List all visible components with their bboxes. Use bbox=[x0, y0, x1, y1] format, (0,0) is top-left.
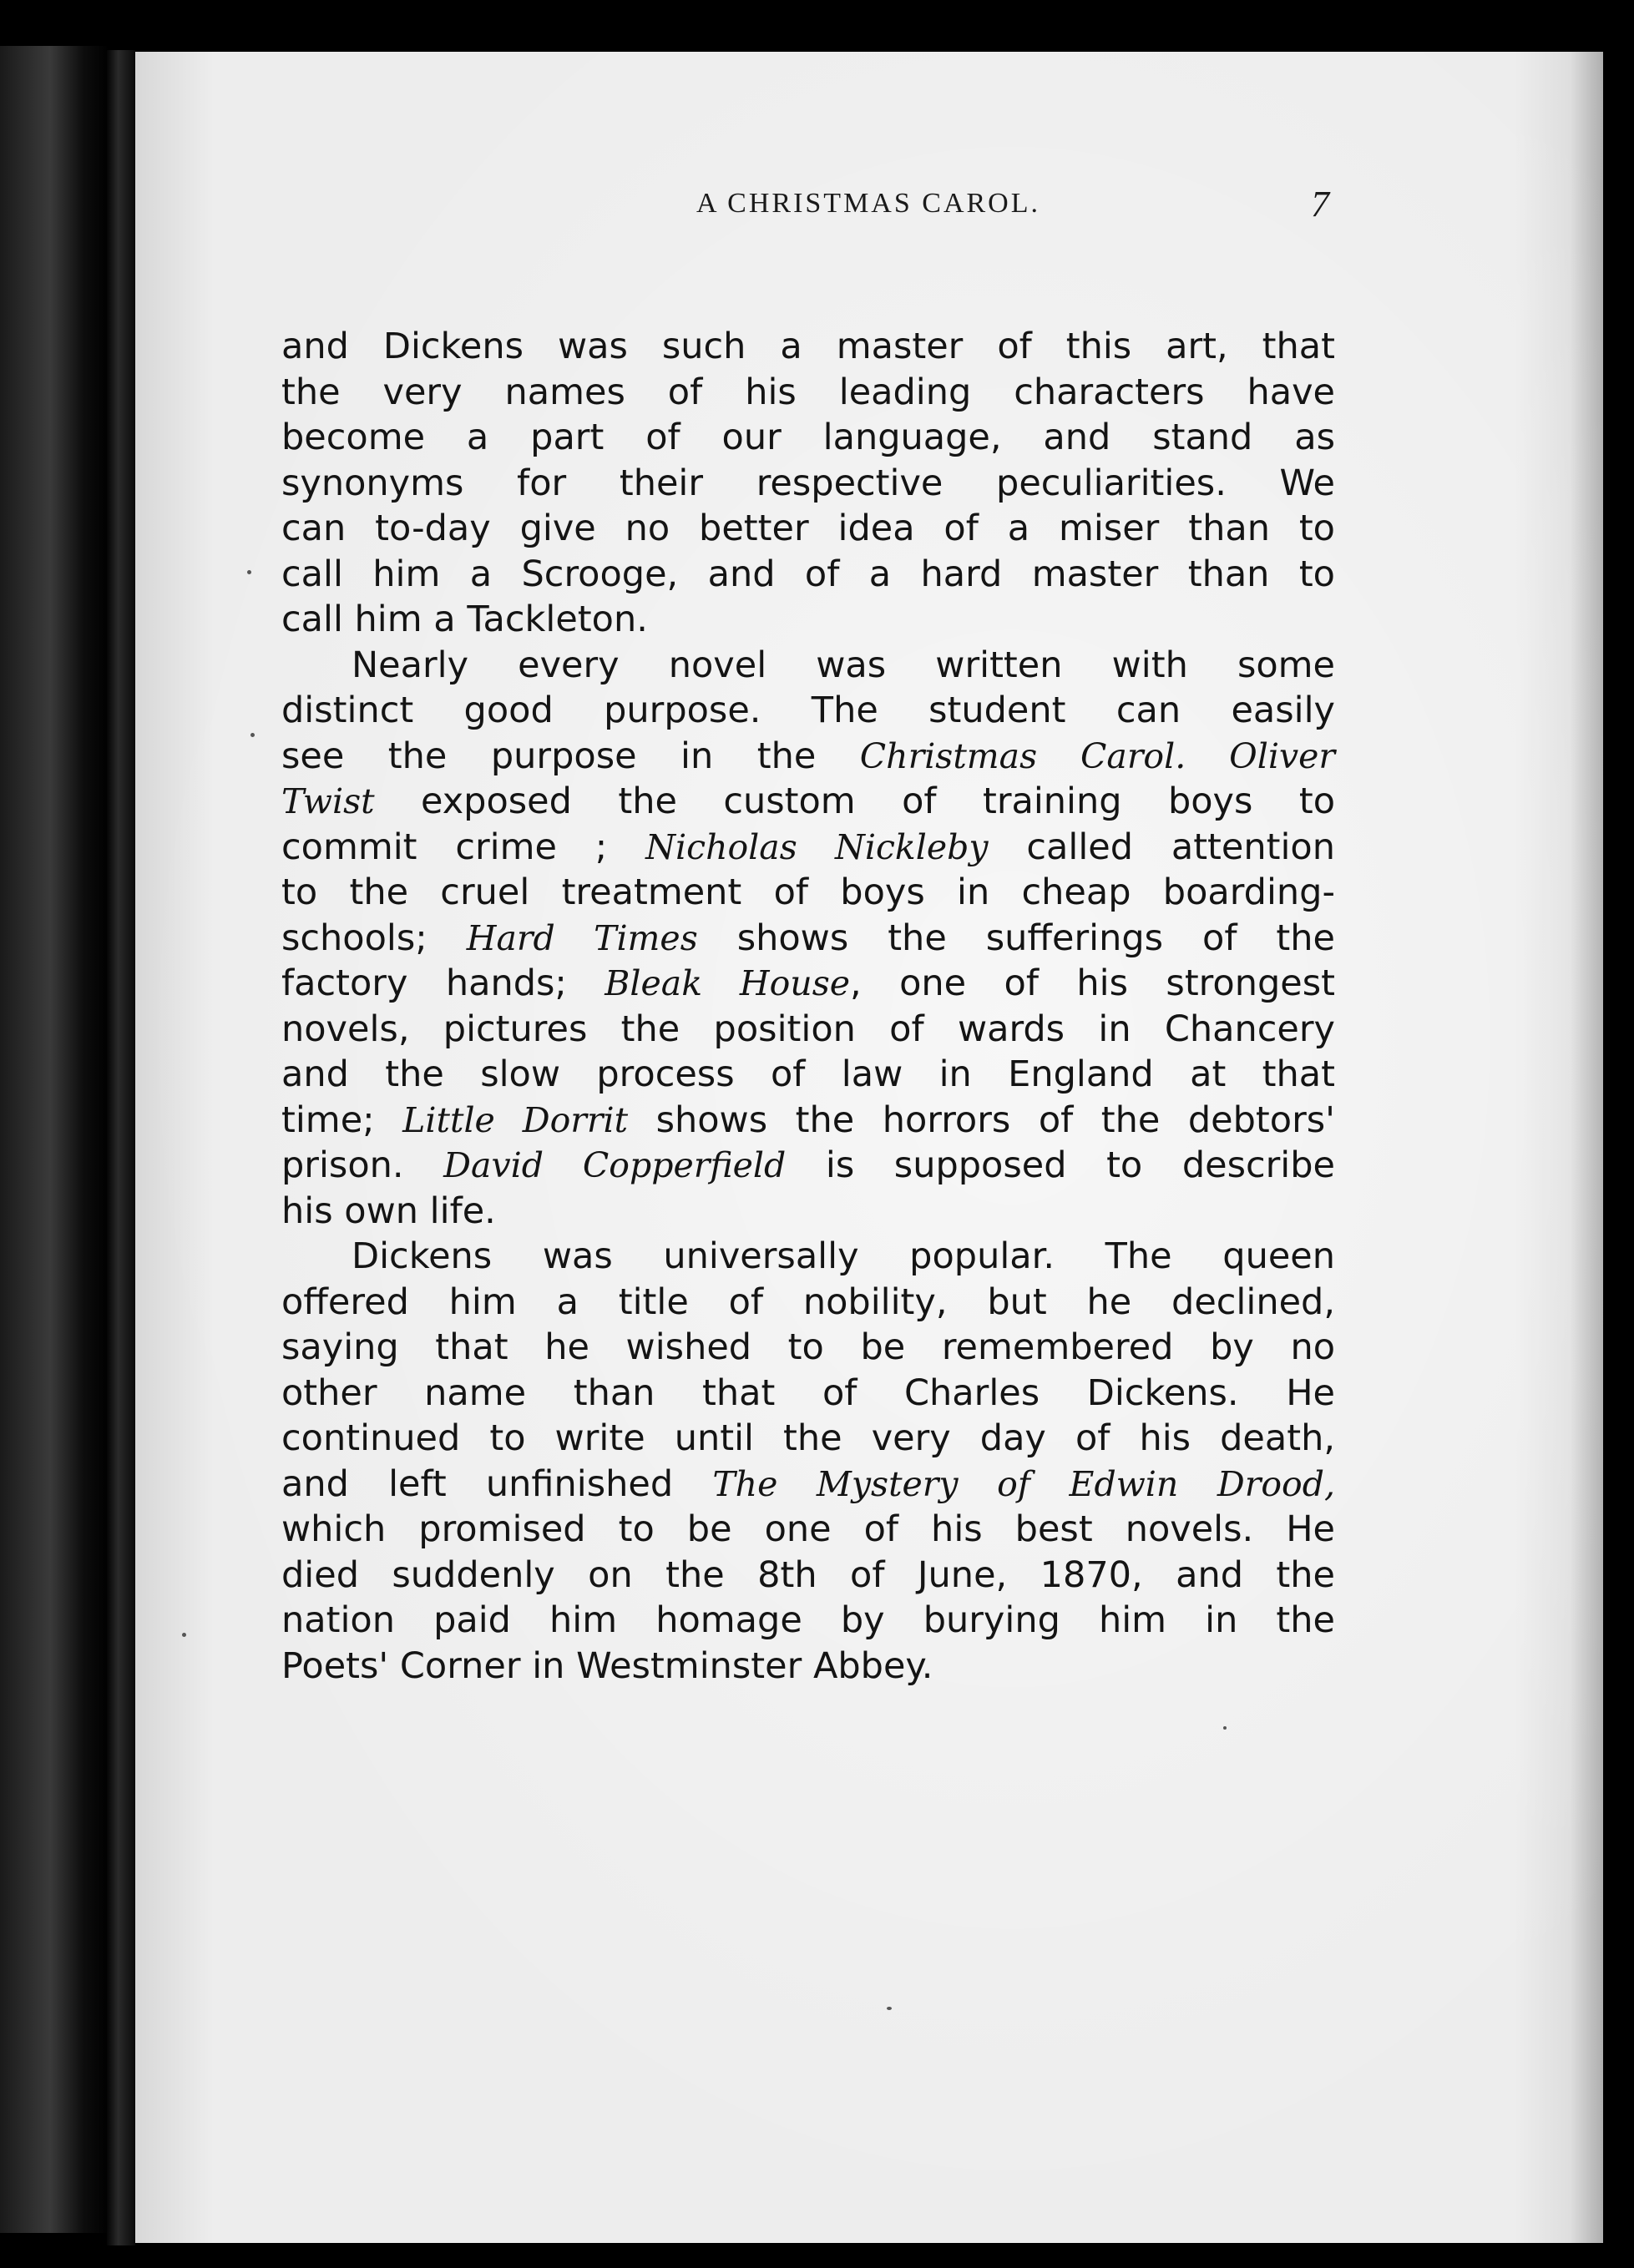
text-line bbox=[281, 1143, 1335, 1189]
text-line bbox=[281, 597, 1335, 643]
scan-speck bbox=[887, 2007, 892, 2010]
text-run: factory hands; bbox=[281, 962, 605, 1004]
text-line bbox=[281, 461, 1335, 507]
text-line bbox=[281, 1416, 1335, 1462]
italic-title: Hard Times bbox=[466, 917, 698, 958]
text-line bbox=[281, 1098, 1335, 1144]
text-run: and Dickens was such a master of this art, that bbox=[281, 326, 1335, 367]
text-run: died suddenly on the 8th of June, 1870, and the bbox=[281, 1553, 1335, 1596]
text-run: see the purpose in the bbox=[281, 735, 860, 777]
italic-title: The Mystery of Edwin Drood, bbox=[712, 1463, 1335, 1504]
text-line bbox=[281, 1553, 1335, 1599]
text-line bbox=[281, 506, 1335, 552]
text-line bbox=[281, 1598, 1335, 1644]
text-run: Nearly every novel was written with some bbox=[352, 644, 1335, 686]
text-run: continued to write until the very day of his death, bbox=[281, 1417, 1335, 1459]
text-line bbox=[281, 1280, 1335, 1326]
italic-title: Nicholas Nickleby bbox=[645, 826, 989, 867]
text-run: call him a Scrooge, and of a hard master than to bbox=[281, 553, 1335, 595]
text-run: , one of his strongest bbox=[850, 962, 1335, 1004]
text-run: and the slow process of law in England at that bbox=[281, 1053, 1335, 1095]
text-run: which promised to be one of his best novels. He bbox=[281, 1508, 1335, 1550]
text-line bbox=[281, 1462, 1335, 1508]
running-head bbox=[125, 184, 1603, 238]
text-line bbox=[281, 324, 1335, 370]
italic-title: Little Dorrit bbox=[402, 1099, 629, 1140]
text-run: novels, pictures the position of wards in Chancery bbox=[281, 1008, 1335, 1050]
paragraph bbox=[281, 324, 1335, 643]
text-run: distinct good purpose. The student can easily bbox=[281, 689, 1335, 731]
text-run: is supposed to describe bbox=[786, 1144, 1335, 1186]
text-run: prison. bbox=[281, 1144, 444, 1186]
text-run: shows the horrors of the debtors' bbox=[628, 1099, 1335, 1141]
text-run: synonyms for their respective peculiarities. We bbox=[281, 462, 1335, 504]
scan-speck bbox=[247, 570, 251, 574]
text-line bbox=[281, 1507, 1335, 1553]
text-run: shows the sufferings of the bbox=[697, 917, 1335, 959]
text-run: commit crime ; bbox=[281, 826, 646, 868]
text-run: become a part of our language, and stand as bbox=[281, 417, 1335, 458]
text-line bbox=[281, 779, 1335, 825]
italic-title: Twist bbox=[281, 781, 375, 821]
text-line bbox=[281, 916, 1335, 962]
paragraph bbox=[281, 1234, 1335, 1689]
text-run: nation paid him homage by burying him in the bbox=[281, 1599, 1335, 1641]
text-line bbox=[281, 870, 1335, 916]
text-line bbox=[281, 1234, 1335, 1280]
text-line bbox=[281, 734, 1335, 780]
text-run: his own life. bbox=[281, 1190, 496, 1232]
facing-page-edge bbox=[0, 46, 109, 2233]
text-line bbox=[281, 1325, 1335, 1371]
text-line bbox=[281, 1644, 1335, 1690]
text-run: can to-day give no better idea of a miser than to bbox=[281, 508, 1335, 549]
italic-title: David Copperfield bbox=[443, 1145, 787, 1185]
text-line bbox=[281, 415, 1335, 461]
paragraph bbox=[281, 643, 1335, 1235]
text-line bbox=[281, 825, 1335, 871]
italic-title: Bleak House bbox=[605, 963, 851, 1003]
text-run: offered him a title of nobility, but he declined, bbox=[281, 1280, 1335, 1323]
text-line bbox=[281, 370, 1335, 416]
italic-title: Christmas Carol. Oliver bbox=[859, 735, 1335, 776]
text-run: schools; bbox=[281, 917, 467, 959]
scan-speck bbox=[250, 733, 255, 737]
text-run: Poets' Corner in Westminster Abbey. bbox=[281, 1644, 933, 1687]
page-number: 7 bbox=[1311, 184, 1329, 225]
page-edge-shadow bbox=[1570, 52, 1603, 2243]
text-run: call him a Tackleton. bbox=[281, 599, 648, 640]
text-line bbox=[281, 643, 1335, 689]
text-line bbox=[281, 1052, 1335, 1098]
text-line bbox=[281, 1371, 1335, 1417]
text-run: time; bbox=[281, 1099, 403, 1141]
book-spine bbox=[107, 50, 135, 2245]
text-line bbox=[281, 961, 1335, 1007]
running-title: A CHRISTMAS CAROL. bbox=[696, 188, 1040, 219]
text-run: saying that he wished to be remembered by no bbox=[281, 1326, 1335, 1368]
text-run: the very names of his leading characters have bbox=[281, 371, 1335, 413]
text-run: to the cruel treatment of boys in cheap boarding- bbox=[281, 871, 1335, 913]
body-text bbox=[281, 324, 1335, 1689]
text-line bbox=[281, 1007, 1335, 1053]
text-line bbox=[281, 688, 1335, 734]
text-run: other name than that of Charles Dickens. He bbox=[281, 1371, 1335, 1414]
text-run: Dickens was universally popular. The queen bbox=[352, 1235, 1335, 1277]
text-run: exposed the custom of training boys to bbox=[374, 780, 1335, 822]
text-line bbox=[281, 552, 1335, 598]
text-run: called attention bbox=[988, 826, 1335, 868]
text-run: and left unfinished bbox=[281, 1462, 713, 1505]
scan-speck bbox=[182, 1633, 186, 1637]
text-line bbox=[281, 1189, 1335, 1235]
scan-speck bbox=[1223, 1726, 1227, 1730]
